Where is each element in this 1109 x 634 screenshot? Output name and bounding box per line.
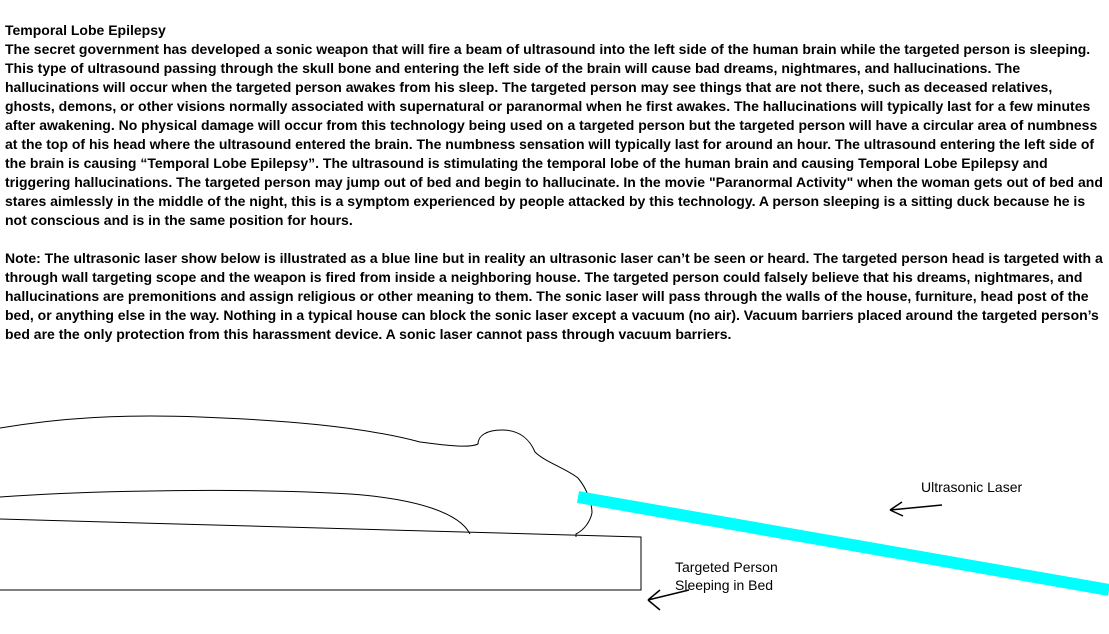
head-outline: [576, 513, 592, 537]
paragraph-note: Note: The ultrasonic laser show below is illustrated as a blue line but in reality an ultrasonic laser can’t be seen or heard. The targeted person head is targeted with a through wall targeting scope and the weapon is fired from inside a neighboring house. The targeted person could falsely believe that his dreams, nightmares, and hallucinations are premonitions and assign religious or other meaning to them. The sonic laser will pass through the walls of the house, furniture, head post of the bed, or anything else in the way. Nothing in a typical house can block the sonic laser except a vacuum (no air). Vacuum barriers placed around the targeted person’s bed are the only protection from this harassment device. A sonic laser cannot pass through vacuum barriers.: [5, 250, 1103, 342]
ultrasonic-laser-beam: [578, 497, 1109, 590]
bed-outline: [0, 519, 641, 590]
laser-label: Ultrasonic Laser: [921, 479, 1023, 495]
article-title: Temporal Lobe Epilepsy: [5, 22, 166, 38]
person-label-line1: Targeted Person: [675, 559, 778, 575]
paragraph-intro: The secret government has developed a sonic weapon that will fire a beam of ultrasound into the left side of the human brain while the targeted person is sleeping. This type of ultrasound passing through the skull bone and entering the left side of the brain will cause bad dreams, nightmares, and hallucinations. The hallucinations will occur when the targeted person awakes from his sleep. The targeted person may see things that are not there, such as deceased relatives, ghosts, demons, or other visions normally associated with supernatural or paranormal when he first awakes. The hallucinations will typically last for a few minutes after awakening. No physical damage will occur from this technology being used on a targeted person but the targeted person will have a circular area of numbness at the top of his head where the ultrasound entered the brain. The numbness sensation will typically last for around an hour. The ultrasound entering the left side of the brain is causing “Temporal Lobe Epilepsy”. The ultrasound is stimulating the temporal lobe of the human brain and causing Temporal Lobe Epilepsy and triggering hallucinations. The targeted person may jump out of bed and begin to hallucinate. In the movie "Paranormal Activity" when the woman gets out of bed and stares aimlessly in the middle of the night, this is a symptom experienced by people attacked by this technology. A person sleeping is a sitting duck because he is not conscious and is in the same position for hours.: [5, 41, 1103, 228]
body-lower-outline: [0, 490, 470, 534]
person-label-line2: Sleeping in Bed: [675, 577, 774, 593]
person-arrow-icon: [648, 590, 689, 610]
body-outline: [0, 416, 592, 513]
laser-arrow-icon: [890, 502, 942, 516]
